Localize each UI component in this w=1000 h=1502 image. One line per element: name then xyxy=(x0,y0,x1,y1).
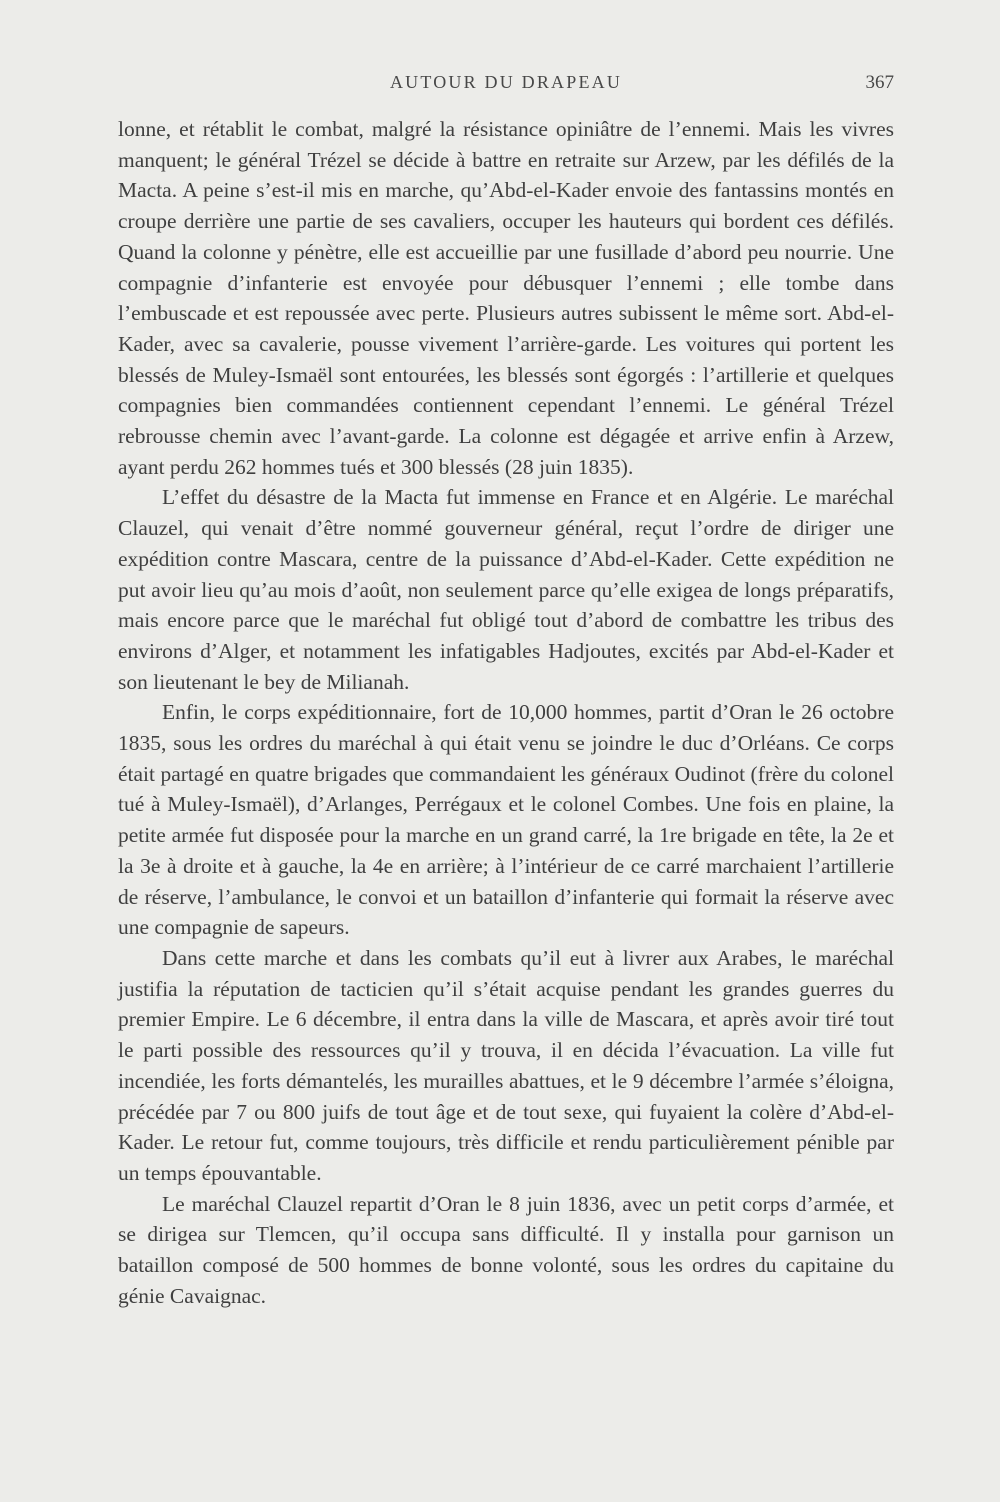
paragraph-1: lonne, et rétablit le combat, malgré la résistance opiniâtre de l’ennemi. Mais les vivres manquent; le général Trézel se décide à battre en retraite sur Arzew, par les défilés de la Macta. A peine s’est-il mis en marche, qu’Abd-el-Kader envoie des fantassins montés en croupe derrière une partie de ses cavaliers, occuper les hauteurs qui bordent ces défilés. Quand la colonne y pénètre, elle est accueillie par une fusillade d’abord peu nourrie. Une compagnie d’infanterie est envoyée pour débusquer l’ennemi ; elle tombe dans l’embuscade et est repoussée avec perte. Plusieurs autres subissent le même sort. Abd-el-Kader, avec sa cavalerie, pousse vivement l’arrière-garde. Les voitures qui portent les blessés de Muley-Ismaël sont entourées, les blessés sont égorgés : l’artillerie et quelques compagnies bien commandées contiennent cependant l’ennemi. Le général Trézel rebrousse chemin avec l’avant-garde. La colonne est dégagée et arrive enfin à Arzew, ayant perdu 262 hommes tués et 300 blessés (28 juin 1835). xyxy=(118,117,894,479)
paragraph-3: Enfin, le corps expéditionnaire, fort de 10,000 hommes, partit d’Oran le 26 octobre 1835, sous les ordres du maréchal à qui était venu se joindre le duc d’Orléans. Ce corps était partagé en quatre brigades que commandaient les généraux Oudinot (frère du colonel tué à Muley-Ismaël), d’Arlanges, Perrégaux et le colonel Combes. Une fois en plaine, la petite armée fut disposée pour la marche en un grand carré, la 1re brigade en tête, la 2e et la 3e à droite et à gauche, la 4e en arrière; à l’intérieur de ce carré marchaient l’artillerie de réserve, l’ambulance, le convoi et un bataillon d’infanterie qui formait la réserve avec une compagnie de sapeurs. xyxy=(118,700,894,940)
running-head xyxy=(118,72,894,102)
paragraph-5: Le maréchal Clauzel repartit d’Oran le 8 juin 1836, avec un petit corps d’armée, et se dirigea sur Tlemcen, qu’il occupa sans difficulté. Il y installa pour garnison un bataillon composé de 500 hommes de bonne volonté, sous les ordres du capitaine du génie Cavaignac. xyxy=(118,1191,894,1308)
body-text xyxy=(118,114,894,1311)
paragraph-2: L’effet du désastre de la Macta fut immense en France et en Algérie. Le maréchal Clauzel, qui venait d’être nommé gouverneur général, reçut l’ordre de diriger une expédition contre Mascara, centre de la puissance d’Abd-el-Kader. Cette expédition ne put avoir lieu qu’au mois d’août, non seulement parce qu’elle exigea de longs préparatifs, mais encore parce que le maréchal fut obligé tout d’abord de combattre les tribus des environs d’Alger, et notamment les infatigables Hadjoutes, excités par Abd-el-Kader et son lieutenant le bey de Milianah. xyxy=(118,485,894,694)
page-number: 367 xyxy=(865,72,894,93)
running-title: AUTOUR DU DRAPEAU xyxy=(389,72,623,92)
paragraph-4: Dans cette marche et dans les combats qu’il eut à livrer aux Arabes, le maréchal justifia la réputation de tacticien qu’il s’était acquise pendant les grandes guerres du premier Empire. Le 6 décembre, il entra dans la ville de Mascara, et après avoir tiré tout le parti possible des ressources qu’il y trouva, il en décida l’évacuation. La ville fut incendiée, les forts démantelés, les murailles abattues, et le 9 décembre l’armée s’éloigna, précédée par 7 ou 800 juifs de tout âge et de tout sexe, qui fuyaient la colère d’Abd-el-Kader. Le retour fut, comme toujours, très difficile et rendu particulièrement pénible par un temps épouvantable. xyxy=(118,945,894,1185)
